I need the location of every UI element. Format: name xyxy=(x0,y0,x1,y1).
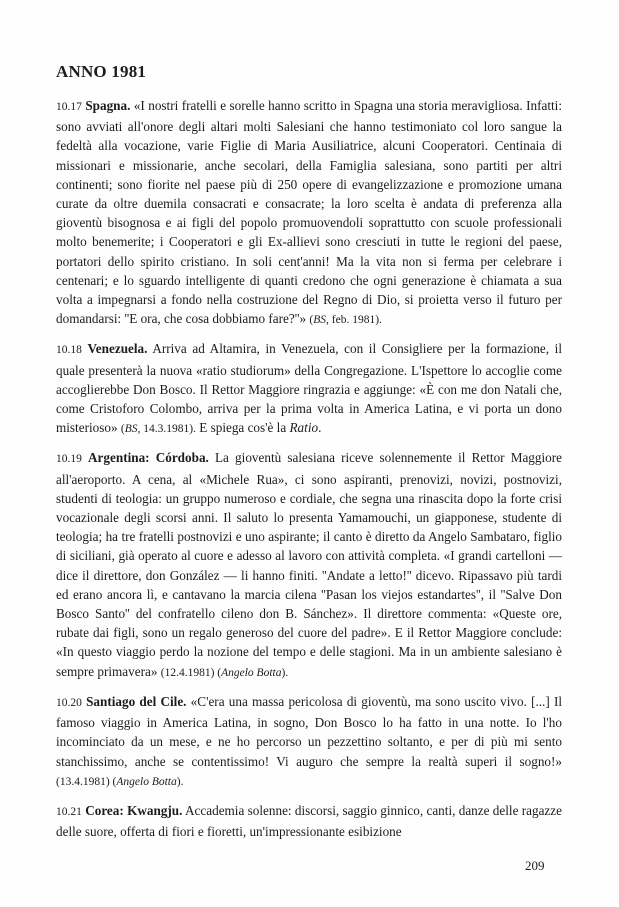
entry-tail-italic: Ratio xyxy=(289,420,319,436)
entry-number: 10.20 xyxy=(56,696,82,709)
entry-number: 10.18 xyxy=(56,344,82,357)
entry-number: 10.19 xyxy=(56,453,82,466)
section-heading: ANNO 1981 xyxy=(56,62,147,81)
entry-number: 10.21 xyxy=(56,805,82,818)
entry-number: 10.17 xyxy=(56,101,82,113)
entry-10-17 xyxy=(56,96,562,330)
entry-place: Spagna. xyxy=(85,98,131,113)
entry-body: Accademia solenne: discorsi, saggio ginnico, canti, danze delle ragazze delle suore, offerta di fiori e fioretti, un'impressionante esibizione xyxy=(56,802,562,840)
entry-tail: E spiega cos'è la xyxy=(195,420,290,436)
entry-10-21 xyxy=(56,801,562,841)
entry-body: La gioventù salesiana riceve solennemente il Rettor Maggiore all'aeroporto. A cena, al «Michele Rua», ci sono aspiranti, prenovizi, novizi, postnovizi, studenti di teologia: un gruppo numeroso e cordiale, che segna una rinascita dopo la forte crisi vocazionale degli scorsi anni. Il saluto lo presenta Yamamouchi, un giapponese, studente di teologia; ha tre fratelli postnovizi e uno aspirante; il canto è diretto da Angelo Sambataro, figlio di siciliani, già operato al cuore e adesso al lavoro con attività completa. «I grandi cartelloni — dice il direttore, don González — li hanno finiti. ''Andate a letto!'' dicevo. Ripassavo più tardi ed erano ancora lì, e cantavano la marcia cilena ''Pasan los viejos estandartes'', il ''Salve Don Bosco Santo'' del confratello cileno don B. Sánchez». Il direttore commenta: «Queste ore, rubate dai figli, sono un regalo generoso del cuore del padre». E il Rettor Maggiore conclude: «In questo viaggio perdo la nozione del tempo e delle stagioni. Ma in un ambiente salesiano è sempre primavera» xyxy=(56,450,562,679)
entry-source: (BS, feb. 1981). xyxy=(309,314,382,327)
entry-body: «C'era una massa pericolosa di gioventù, ma sono uscito vivo. [...] Il famoso viaggio in America Latina, in sogno, Don Bosco lo ha fatto in una notte. Io l'ho incominciato da un mese, e ne ho percorso un pezzettino soltanto, e per di più mi sento stanchissimo, anche se contentissimo! Vi auguro che sempre la realtà superi il sogno!» xyxy=(56,693,563,769)
entry-10-19 xyxy=(56,448,562,682)
entry-source: (12.4.1981) (Angelo Botta). xyxy=(160,666,289,679)
entry-place: Argentina: Córdoba. xyxy=(88,450,209,466)
entries-container xyxy=(56,96,562,850)
entry-10-18: 10.18 Venezuela. Arriva ad Altamira, in Venezuela, con il Consigliere per la formazione, il quale presenterà la nuova «ratio studiorum» della Congregazione. L'Ispettore lo accoglie come accoglierebbe Don Bosco. Il Rettor Maggiore ringrazia e aggiunge: «È con me don Natali che, come Cristoforo Colombo, arriva per la prima volta in America Latina, e vi porta un dono misterioso» (BS, 14.3.1981). E spiega cos'è la Ratio. xyxy=(56,341,562,436)
entry-body: Arriva ad Altamira, in Venezuela, con il Consigliere per la formazione, il quale presenterà la nuova «ratio studiorum» della Congregazione. L'Ispettore lo accoglie come accoglierebbe Don Bosco. Il Rettor Maggiore ringrazia e aggiunge: «È con me don Natali che, come Cristoforo Colombo, arriva per la prima volta in America Latina, e vi porta un dono misterioso» xyxy=(56,341,562,436)
entry-10-20 xyxy=(56,692,562,792)
entry-place: Corea: Kwangju. xyxy=(85,802,183,818)
entry-source: (BS, 14.3.1981). xyxy=(120,423,196,436)
entry-place: Santiago del Cile. xyxy=(86,693,187,709)
entry-place: Venezuela. xyxy=(87,341,148,357)
entry-body: «I nostri fratelli e sorelle hanno scritto in Spagna una storia meravigliosa. Infatti: sono avviati all'onore degli altari molti Salesiani che hanno testimoniato col loro sangue la fedeltà alla vocazione, varie Figlie di Maria Ausiliatrice, alcuni Cooperatori. Centinaia di missionari e missionarie, anche secolari, della Famiglia salesiana, sono partiti per altri continenti; sono fiorite nel paese più di 250 opere di evangelizzazione e promozione umana curate da oltre duemila consacrati e consacrate; la loro scelta è andata di preferenza alla gioventù bisognosa e ai figli del popolo promuovendoli soprattutto con scuole professionali molto benemerite; i Cooperatori e gli Ex-allievi sono cresciuti in tutte le regioni del paese, portatori dello spirito cristiano. In soli cent'anni! Ma la vita non si ferma per celebrare i centenari; e lo sguardo intelligente di quanti credono che ogni generazione è chiamata a sua volta a impegnarsi a fondo nella costruzione del Regno di Dio, si proietta verso il futuro per domandarsi: ''E ora, che cosa dobbiamo fare?''» xyxy=(56,98,562,327)
page-number: 209 xyxy=(525,858,545,873)
entry-source: (13.4.1981) (Angelo Botta). xyxy=(56,775,184,788)
